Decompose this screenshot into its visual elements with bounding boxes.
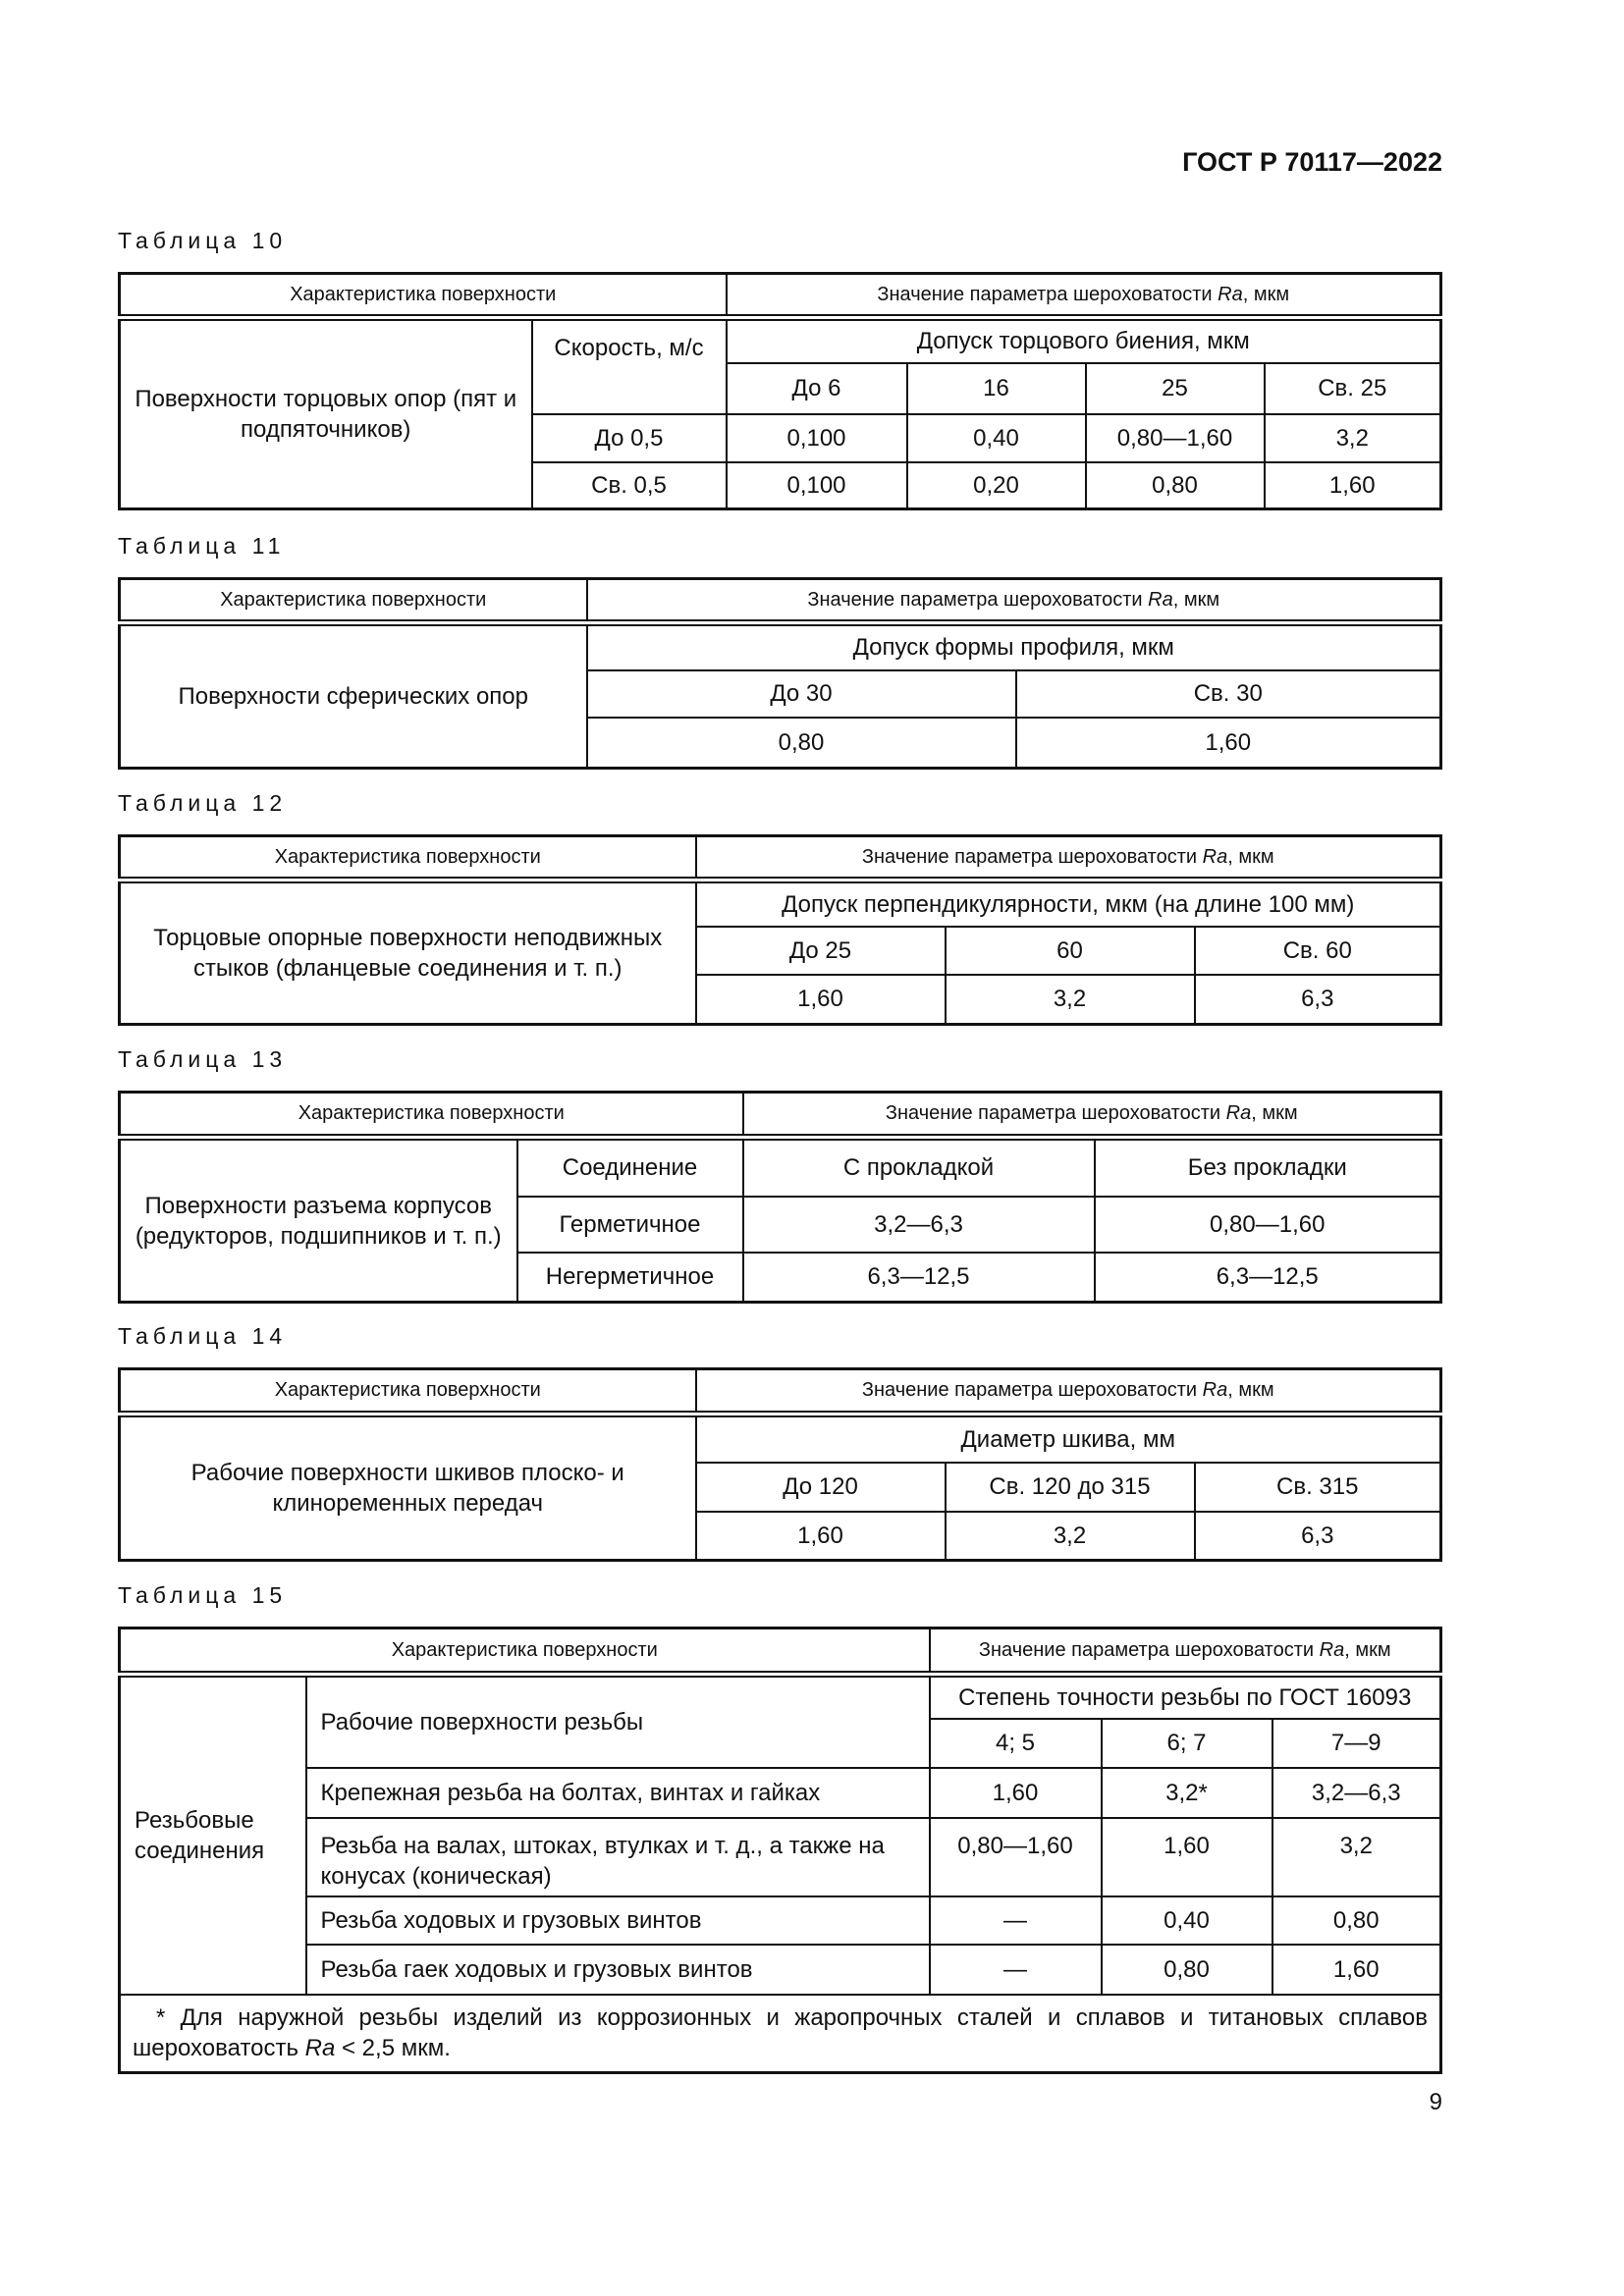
col-header-surface: Характеристика поверхности [120, 836, 696, 881]
cell: 1,60 [1272, 1945, 1441, 1995]
cell: 6,3—12,5 [1095, 1253, 1441, 1303]
cell: 0,80 [1102, 1945, 1272, 1995]
table-row [120, 1818, 1441, 1896]
col-header: До 120 [696, 1463, 946, 1512]
table-row [120, 1768, 1441, 1818]
col-header-surface: Характеристика поверхности [120, 1629, 930, 1675]
table-12-caption: Таблица 12 [118, 790, 288, 816]
col-header: Св. 120 до 315 [946, 1463, 1195, 1512]
cell: — [930, 1896, 1102, 1945]
row-label: До 0,5 [532, 414, 727, 462]
table-11 [118, 577, 1442, 770]
table-11-caption: Таблица 11 [118, 533, 286, 559]
col-header: Св. 60 [1195, 927, 1441, 975]
surface-cell: Поверхности сферических опор [120, 623, 587, 769]
cell: 0,80—1,60 [930, 1818, 1102, 1896]
col-header-ra: Значение параметра шероховатости Ra, мкм [696, 836, 1441, 881]
cell: 3,2 [1272, 1818, 1441, 1896]
group-header: Диаметр шкива, мм [696, 1415, 1441, 1463]
speed-header: Скорость, м/с [532, 318, 727, 414]
cell: — [930, 1945, 1102, 1995]
table-row [120, 1945, 1441, 1995]
cell: 0,20 [907, 462, 1086, 509]
table-15-caption: Таблица 15 [118, 1582, 288, 1608]
col-header: 4; 5 [930, 1719, 1102, 1768]
row-label: Герметичное [517, 1197, 743, 1253]
cell: 1,60 [696, 975, 946, 1025]
cell: 0,80 [587, 718, 1016, 769]
table-10 [118, 272, 1442, 510]
cell: 3,2 [946, 975, 1195, 1025]
cell: 1,60 [1265, 462, 1441, 509]
col-header-surface: Характеристика поверхности [120, 1093, 743, 1138]
col-header: Без прокладки [1095, 1138, 1441, 1197]
col-header: 7—9 [1272, 1719, 1441, 1768]
cell: 3,2 [1265, 414, 1441, 462]
group-header: Степень точности резьбы по ГОСТ 16093 [930, 1675, 1441, 1719]
row-label: Резьба на валах, штоках, втулках и т. д., а также на конусах (коническая) [306, 1818, 930, 1896]
col-header: 25 [1086, 363, 1265, 414]
cell: 0,40 [907, 414, 1086, 462]
cell: 0,40 [1102, 1896, 1272, 1945]
cell: 1,60 [1102, 1818, 1272, 1896]
col-header-surface: Характеристика поверхности [120, 579, 587, 623]
table-12 [118, 834, 1442, 1026]
cell: 3,2 [946, 1512, 1195, 1561]
cell: 3,2—6,3 [743, 1197, 1095, 1253]
joint-header: Соединение [517, 1138, 743, 1197]
surface-cell: Рабочие поверхности шкивов плоско- и клиноременных передач [120, 1415, 696, 1561]
cell: 1,60 [1016, 718, 1441, 769]
col-header-ra: Значение параметра шероховатости Ra, мкм [696, 1369, 1441, 1415]
row-label: Св. 0,5 [532, 462, 727, 509]
table-14-caption: Таблица 14 [118, 1323, 288, 1349]
row-label: Резьба ходовых и грузовых винтов [306, 1896, 930, 1945]
col-header: Св. 315 [1195, 1463, 1441, 1512]
col-header: С прокладкой [743, 1138, 1095, 1197]
document-code: ГОСТ Р 70117—2022 [1182, 147, 1442, 177]
col-header: 60 [946, 927, 1195, 975]
table-10-caption: Таблица 10 [118, 228, 288, 253]
group-label: Резьбовые соединения [120, 1675, 306, 1995]
col-header-ra: Значение параметра шероховатости Ra, мкм [727, 274, 1441, 318]
surface-cell: Поверхности разъема корпусов (редукторов, подшипников и т. п.) [120, 1138, 517, 1303]
group-header: Допуск торцового биения, мкм [727, 318, 1441, 363]
col-header: 16 [907, 363, 1086, 414]
row-label: Негерметичное [517, 1253, 743, 1303]
cell: 0,80 [1086, 462, 1265, 509]
surface-cell: Торцовые опорные поверхности неподвижных стыков (фланцевые соединения и т. п.) [120, 881, 696, 1025]
work-header: Рабочие поверхности резьбы [306, 1675, 930, 1768]
cell: 0,80—1,60 [1086, 414, 1265, 462]
cell: 3,2—6,3 [1272, 1768, 1441, 1818]
col-header: Св. 30 [1016, 670, 1441, 718]
cell: 6,3 [1195, 1512, 1441, 1561]
col-header: Св. 25 [1265, 363, 1441, 414]
row-label: Резьба гаек ходовых и грузовых винтов [306, 1945, 930, 1995]
col-header: До 6 [727, 363, 907, 414]
col-header-ra: Значение параметра шероховатости Ra, мкм [587, 579, 1441, 623]
cell: 6,3 [1195, 975, 1441, 1025]
table-13-caption: Таблица 13 [118, 1046, 288, 1072]
cell: 3,2* [1102, 1768, 1272, 1818]
footnote: * Для наружной резьбы изделий из коррозионных и жаропрочных сталей и сплавов и титановых сплавов шероховатость Ra < 2,5 мкм. [120, 1995, 1441, 2073]
surface-cell: Поверхности торцовых опор (пят и подпяточников) [120, 318, 532, 509]
table-13 [118, 1091, 1442, 1304]
col-header-surface: Характеристика поверхности [120, 1369, 696, 1415]
table-15 [118, 1627, 1442, 2074]
table-14 [118, 1367, 1442, 1562]
table-row [120, 1896, 1441, 1945]
col-header: До 30 [587, 670, 1016, 718]
cell: 0,80 [1272, 1896, 1441, 1945]
group-header: Допуск формы профиля, мкм [587, 623, 1441, 670]
cell: 1,60 [696, 1512, 946, 1561]
col-header: 6; 7 [1102, 1719, 1272, 1768]
cell: 1,60 [930, 1768, 1102, 1818]
cell: 0,80—1,60 [1095, 1197, 1441, 1253]
group-header: Допуск перпендикулярности, мкм (на длине 100 мм) [696, 881, 1441, 927]
cell: 0,100 [727, 462, 907, 509]
row-label: Крепежная резьба на болтах, винтах и гайках [306, 1768, 930, 1818]
col-header-ra: Значение параметра шероховатости Ra, мкм [930, 1629, 1441, 1675]
cell: 0,100 [727, 414, 907, 462]
cell: 6,3—12,5 [743, 1253, 1095, 1303]
col-header-surface: Характеристика поверхности [120, 274, 727, 318]
page-number: 9 [1429, 2089, 1442, 2115]
col-header-ra: Значение параметра шероховатости Ra, мкм [743, 1093, 1441, 1138]
col-header: До 25 [696, 927, 946, 975]
